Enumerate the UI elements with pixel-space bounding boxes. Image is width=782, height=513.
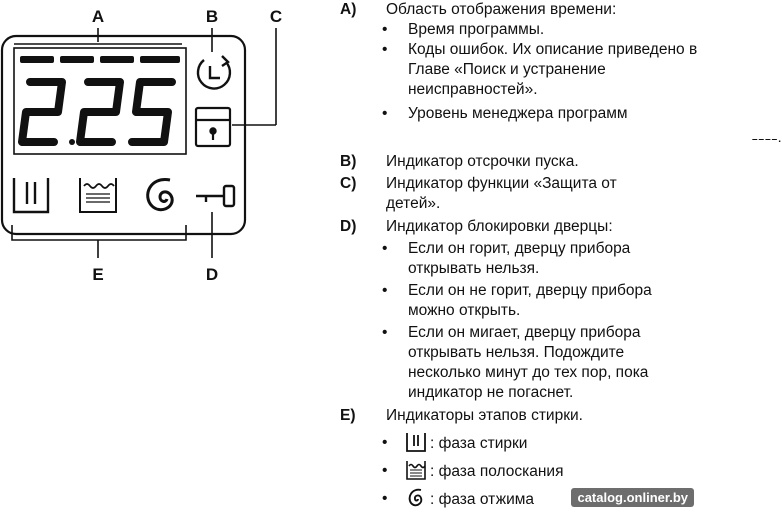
bullet-dot: • xyxy=(382,490,388,507)
bullet-text: Уровень менеджера программ xyxy=(408,105,628,122)
callout-d: D xyxy=(205,265,219,284)
legend-text-c: Индикатор функции «Защита от детей». xyxy=(386,175,617,212)
bullet-text: Если он мигает, дверцу прибора открывать нельзя. Подождите несколько минут до тех пор, пока индикатор не погаснет. xyxy=(408,324,649,401)
legend-text-e: Индикаторы этапов стирки. xyxy=(386,407,583,424)
legend-key-e: E) xyxy=(340,407,356,424)
bullet-dot: • xyxy=(382,240,388,257)
program-level-dashes-text xyxy=(752,130,782,150)
watermark: catalog.onliner.by xyxy=(571,488,694,507)
callout-a: A xyxy=(91,7,105,26)
callout-b: B xyxy=(205,7,219,26)
wash-phase-icon xyxy=(404,430,428,454)
bullet-dot: • xyxy=(382,462,388,479)
legend-text-a: Область отображения времени: xyxy=(386,1,617,18)
spin-phase-icon xyxy=(404,486,428,510)
phase-label-wash: : фаза стирки xyxy=(430,435,528,452)
legend-text-b: Индикатор отсрочки пуска. xyxy=(386,153,579,170)
control-panel-diagram xyxy=(0,0,340,300)
legend-key-a: A) xyxy=(340,1,357,18)
phase-label-spin: : фаза отжима xyxy=(430,491,535,508)
rinse-phase-icon xyxy=(80,178,116,212)
program-level-dashes xyxy=(20,56,180,63)
key-icon xyxy=(196,186,234,206)
bullet-dot: • xyxy=(382,324,388,341)
wash-phase-icon xyxy=(14,178,48,212)
legend-key-d: D) xyxy=(340,218,357,235)
bullet-dot: • xyxy=(382,41,388,58)
bullet-text: Если он горит, дверцу прибора открывать нельзя. xyxy=(408,240,631,277)
legend-key-c: C) xyxy=(340,175,357,192)
legend xyxy=(340,0,782,513)
legend-key-b: B) xyxy=(340,153,357,170)
callout-e: E xyxy=(92,265,104,284)
bullet-dot: • xyxy=(382,282,388,299)
panel-frame xyxy=(2,36,245,234)
time-digits xyxy=(22,82,172,145)
dashes-dot: . xyxy=(778,134,782,145)
dashes-symbol: –––– xyxy=(752,134,779,145)
legend-text-d: Индикатор блокировки дверцы: xyxy=(386,218,613,235)
bullet-dot: • xyxy=(382,21,388,38)
phase-label-rinse: : фаза полоскания xyxy=(430,463,564,480)
delay-clock-icon xyxy=(198,56,230,89)
spin-phase-icon xyxy=(148,179,172,209)
bullet-text: Если он не горит, дверцу прибора можно открыть. xyxy=(408,282,652,319)
bullet-dot: • xyxy=(382,105,388,122)
rinse-phase-icon xyxy=(404,458,428,482)
bullet-text: Время программы. xyxy=(408,21,545,38)
bullet-dot: • xyxy=(382,434,388,451)
child-lock-icon xyxy=(196,108,230,146)
bullet-text: Коды ошибок. Их описание приведено в Главе «Поиск и устранение неисправностей». xyxy=(408,41,698,98)
callout-c: C xyxy=(269,7,283,26)
